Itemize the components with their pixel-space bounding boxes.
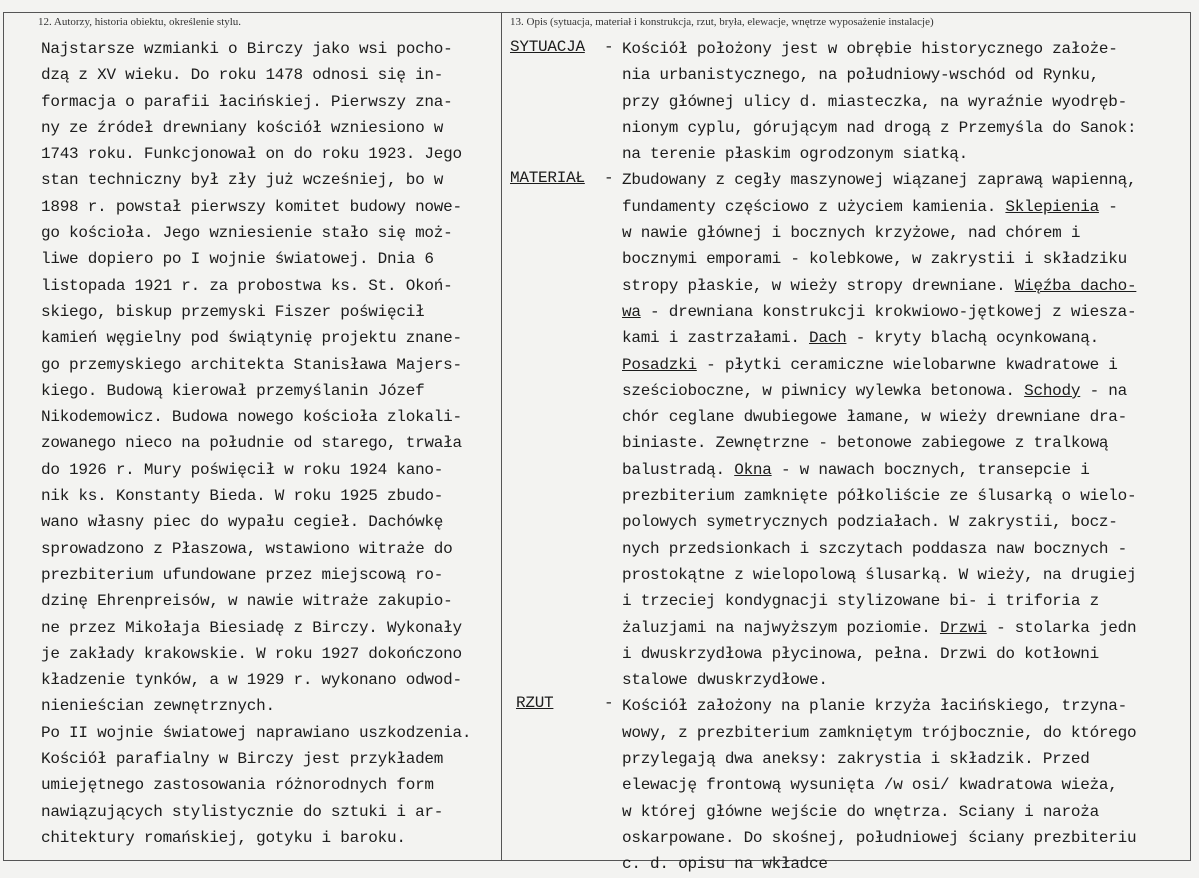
text-line: i trzeciej kondygnacji stylizowane bi- i triforia z (622, 592, 1099, 611)
text-line: Nikodemowicz. Budowa nowego kościoła zlokali- (41, 408, 462, 427)
text-line: ny ze źródeł drewniany kościół wzniesiono w (41, 118, 444, 137)
column-divider (501, 12, 502, 861)
text-line: kamień węgielny pod świątynię projektu znane- (41, 329, 462, 348)
text-line: wa - drewniana konstrukcji krokwiowo-jętkowej z wiesza- (622, 302, 1137, 321)
text-line: prezbiterium ufundowane przez miejscową ro- (41, 565, 444, 584)
text-line: bocznymi emporami - kolebkowe, w zakrystii i składziku (622, 250, 1127, 269)
text-line: sprowadzono z Płaszowa, wstawiono witraże do (41, 539, 453, 558)
text-line: Kościół położony jest w obrębie historycznego założe- (622, 40, 1118, 58)
text-line: c. d. opisu na wkładce (622, 855, 828, 874)
text-line: w nawie głównej i bocznych krzyżowe, nad chórem i (622, 224, 1081, 243)
dash-rzut: - (604, 694, 614, 712)
text-line: żaluzjami na najwyższym poziomie. Drzwi - stolarka jedn (622, 618, 1137, 637)
history-text (41, 36, 471, 851)
text-line: nawiązujących stylistycznie do sztuki i ar- (41, 802, 444, 821)
text-line: kiego. Budową kierował przemyślanin Józef (41, 381, 425, 400)
text-line: prostokątne z wielopolową ślusarką. W wieży, na drugiej (622, 565, 1137, 584)
text-line: zowanego nieco na południe od starego, trwała (41, 434, 462, 453)
text-line: 1898 r. powstał pierwszy komitet budowy nowe- (41, 197, 462, 216)
text-line: i dwuskrzydłowa płycinowa, pełna. Drzwi do kotłowni (622, 644, 1099, 663)
text-line: ne przez Mikołaja Biesiadę z Birczy. Wykonały (41, 618, 462, 637)
text-line: Kościół parafialny w Birczy jest przykładem (41, 750, 444, 769)
section-12-header: 12. Autorzy, historia obiektu, określenie stylu. (38, 16, 242, 28)
text-line: chór ceglane dwubiegowe łamane, w wieży drewniane dra- (622, 408, 1127, 427)
text-line: Zbudowany z cegły maszynowej wiązanej zaprawą wapienną, (622, 171, 1137, 190)
text-line: stalowe dwuskrzydłowe. (622, 671, 828, 690)
text-line: umiejętnego zastosowania różnorodnych form (41, 776, 434, 795)
text-line: stropy płaskie, w wieży stropy drewniane. Więźba dacho- (622, 276, 1137, 295)
text-line: go kościoła. Jego wzniesienie stało się moż- (41, 224, 453, 243)
text-line: chitektury romańskiej, gotyku i baroku. (41, 828, 406, 847)
label-sytuacja: SYTUACJA (510, 38, 585, 56)
text-line: go przemyskiego architekta Stanisława Majers- (41, 355, 462, 374)
text-line: wano własny piec do wypału cegieł. Dachówkę (41, 513, 444, 532)
text-line: je zakłady krakowskie. W roku 1927 dokończono (41, 644, 462, 663)
text-line: nych przedsionkach i szczytach poddasza naw bocznych - (622, 539, 1127, 558)
description-text (622, 36, 1136, 878)
text-line: nik ks. Konstanty Bieda. W roku 1925 zbudo- (41, 487, 444, 506)
text-line: Po II wojnie światowej naprawiano uszkodzenia. (41, 723, 472, 742)
text-line: oskarpowane. Do skośnej, południowej ściany prezbiteriu (622, 828, 1137, 847)
text-line: Posadzki - płytki ceramiczne wielobarwne kwadratowe i (622, 355, 1118, 374)
text-line: nia urbanistycznego, na południowy-wschód od Rynku, (622, 66, 1099, 85)
text-line: kładzenie tynków, a w 1929 r. wykonano odwod- (41, 671, 462, 690)
text-line: kami i zastrzałami. Dach - kryty blachą ocynkowaną. (622, 329, 1099, 348)
text-line: wowy, z prezbiterium zamkniętym trójbocznie, do którego (622, 723, 1137, 742)
text-line: elewację frontową wysunięta /w osi/ kwadratowa wieża, (622, 776, 1118, 795)
text-line: w której główne wejście do wnętrza. Sciany i naroża (622, 802, 1099, 821)
text-line: Kościół założony na planie krzyża łacińskiego, trzyna- (622, 697, 1127, 716)
text-line: fundamenty częściowo z użyciem kamienia. Sklepienia - (622, 197, 1118, 216)
text-line: stan techniczny był zły już wcześniej, bo w (41, 171, 444, 190)
text-line: na terenie płaskim ogrodzonym siatką. (622, 145, 969, 164)
text-line: nionym cyplu, górującym nad drogą z Przemyśla do Sanok: (622, 118, 1137, 137)
text-line: przylegają dwa aneksy: zakrystia i składzik. Przed (622, 750, 1090, 769)
text-line: dzinę Ehrenpreisów, w nawie witraże zakupio- (41, 592, 453, 611)
text-line: listopada 1921 r. za probostwa ks. St. Okoń- (41, 276, 453, 295)
text-line: dzą z XV wieku. Do roku 1478 odnosi się in- (41, 66, 444, 85)
text-line: liwe dopiero po I wojnie światowej. Dnia 6 (41, 250, 434, 269)
text-line: formacja o parafii łacińskiej. Pierwszy zna- (41, 92, 453, 111)
label-material: MATERIAŁ (510, 169, 585, 187)
dash-sytuacja: - (604, 38, 614, 56)
dash-material: - (604, 169, 614, 187)
text-line: do 1926 r. Mury poświęcił w roku 1924 kano- (41, 460, 444, 479)
text-line: balustradą. Okna - w nawach bocznych, transepcie i (622, 460, 1090, 479)
text-line: polowych symetrycznych podziałach. W zakrystii, bocz- (622, 513, 1118, 532)
text-line: prezbiterium zamknięte półkoliście ze ślusarką o wielo- (622, 487, 1137, 506)
text-line: Najstarsze wzmianki o Birczy jako wsi pocho- (41, 40, 453, 58)
text-line: sześcioboczne, w piwnicy wylewka betonowa. Schody - na (622, 381, 1127, 400)
section-13-header: 13. Opis (sytuacja, materiał i konstrukcja, rzut, bryła, elewacje, wnętrze wyposażenie instalacje) (510, 16, 934, 28)
text-line: biniaste. Zewnętrzne - betonowe zabiegowe z tralkową (622, 434, 1109, 453)
text-line: przy głównej ulicy d. miasteczka, na wyraźnie wyodręb- (622, 92, 1127, 111)
label-rzut: RZUT (516, 694, 554, 712)
text-line: 1743 roku. Funkcjonował on do roku 1923. Jego (41, 145, 462, 164)
text-line: nienieścian zewnętrznych. (41, 697, 275, 716)
text-line: skiego, biskup przemyski Fiszer poświęcił (41, 302, 425, 321)
